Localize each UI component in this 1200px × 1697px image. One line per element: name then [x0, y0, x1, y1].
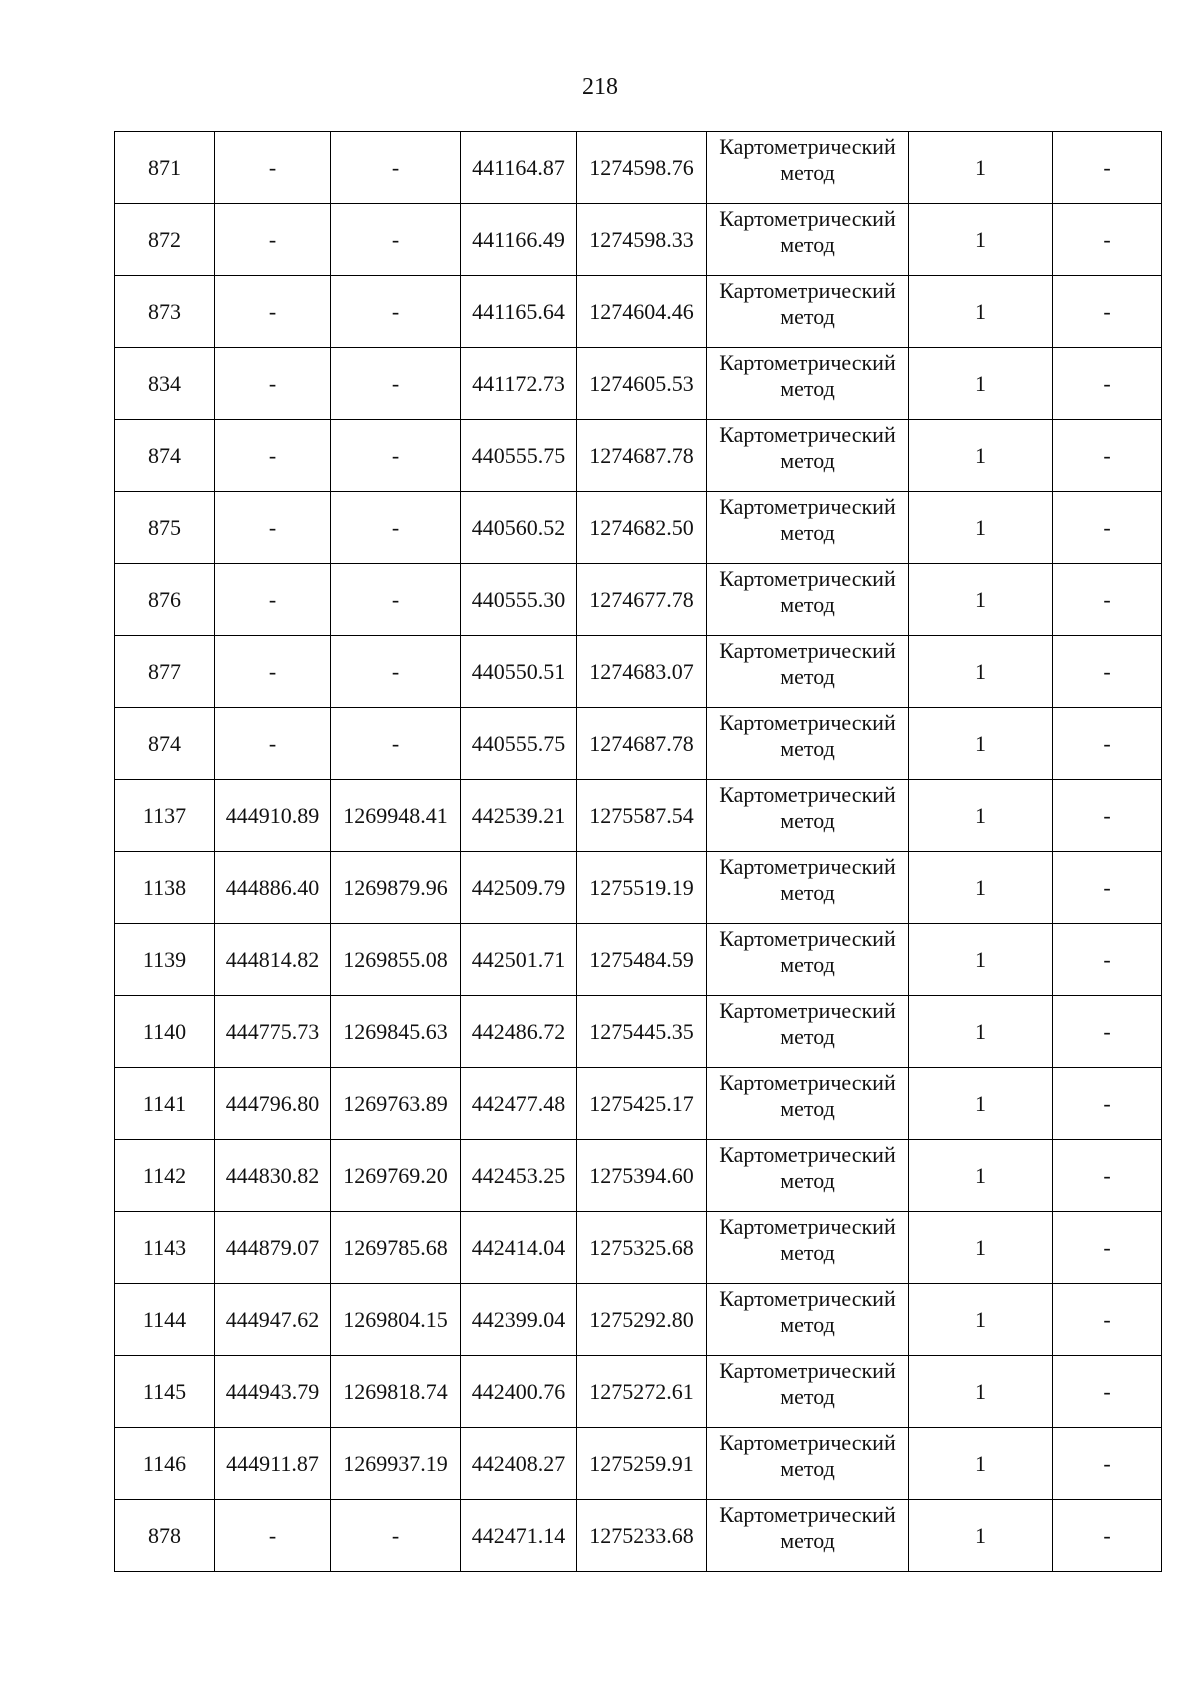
new-y-cell: 1275587.54: [577, 780, 707, 852]
table-row: [115, 1284, 1162, 1356]
method-line-2: метод: [780, 232, 835, 257]
new-x-cell: 442509.79: [461, 852, 577, 924]
table-row: [115, 276, 1162, 348]
method-cell: [707, 1140, 909, 1212]
method-line-1: Картометрический: [719, 926, 896, 951]
old-x-cell: -: [215, 420, 331, 492]
point-number-cell: 1146: [115, 1428, 215, 1500]
method-cell: [707, 708, 909, 780]
new-y-cell: 1274687.78: [577, 420, 707, 492]
method-line-2: метод: [780, 1096, 835, 1121]
old-x-cell: 444879.07: [215, 1212, 331, 1284]
accuracy-cell: 1: [909, 636, 1053, 708]
method-line-2: метод: [780, 1384, 835, 1409]
old-x-cell: 444943.79: [215, 1356, 331, 1428]
old-x-cell: 444886.40: [215, 852, 331, 924]
old-y-cell: -: [331, 564, 461, 636]
method-line-1: Картометрический: [719, 206, 896, 231]
coordinates-table: [114, 131, 1162, 1572]
new-x-cell: 441172.73: [461, 348, 577, 420]
method-line-2: метод: [780, 664, 835, 689]
accuracy-cell: 1: [909, 924, 1053, 996]
method-cell: [707, 348, 909, 420]
new-y-cell: 1275292.80: [577, 1284, 707, 1356]
method-cell: [707, 924, 909, 996]
description-cell: -: [1053, 276, 1162, 348]
method-line-1: Картометрический: [719, 566, 896, 591]
old-x-cell: 444796.80: [215, 1068, 331, 1140]
new-y-cell: 1275259.91: [577, 1428, 707, 1500]
point-number-cell: 878: [115, 1500, 215, 1572]
old-y-cell: -: [331, 1500, 461, 1572]
old-y-cell: 1269937.19: [331, 1428, 461, 1500]
description-cell: -: [1053, 1500, 1162, 1572]
method-line-1: Картометрический: [719, 1286, 896, 1311]
method-line-2: метод: [780, 1168, 835, 1193]
old-x-cell: -: [215, 636, 331, 708]
accuracy-cell: 1: [909, 492, 1053, 564]
table-row: [115, 780, 1162, 852]
coordinates-table-body: [115, 132, 1162, 1572]
description-cell: -: [1053, 996, 1162, 1068]
method-line-2: метод: [780, 1240, 835, 1265]
description-cell: -: [1053, 348, 1162, 420]
accuracy-cell: 1: [909, 1428, 1053, 1500]
method-line-1: Картометрический: [719, 710, 896, 735]
method-line-1: Картометрический: [719, 1358, 896, 1383]
old-x-cell: -: [215, 204, 331, 276]
point-number-cell: 872: [115, 204, 215, 276]
point-number-cell: 1142: [115, 1140, 215, 1212]
method-line-1: Картометрический: [719, 1070, 896, 1095]
old-y-cell: -: [331, 492, 461, 564]
new-x-cell: 442539.21: [461, 780, 577, 852]
method-line-2: метод: [780, 448, 835, 473]
old-x-cell: 444947.62: [215, 1284, 331, 1356]
old-y-cell: 1269879.96: [331, 852, 461, 924]
method-line-1: Картометрический: [719, 494, 896, 519]
method-line-1: Картометрический: [719, 998, 896, 1023]
new-y-cell: 1274677.78: [577, 564, 707, 636]
description-cell: -: [1053, 852, 1162, 924]
description-cell: -: [1053, 1428, 1162, 1500]
table-row: [115, 420, 1162, 492]
method-cell: [707, 1212, 909, 1284]
point-number-cell: 834: [115, 348, 215, 420]
new-y-cell: 1275425.17: [577, 1068, 707, 1140]
description-cell: -: [1053, 780, 1162, 852]
method-cell: [707, 1068, 909, 1140]
new-y-cell: 1274682.50: [577, 492, 707, 564]
method-line-1: Картометрический: [719, 1214, 896, 1239]
old-y-cell: -: [331, 708, 461, 780]
point-number-cell: 1139: [115, 924, 215, 996]
new-x-cell: 442414.04: [461, 1212, 577, 1284]
method-line-2: метод: [780, 1528, 835, 1553]
page-number: 218: [582, 74, 618, 100]
method-line-1: Картометрический: [719, 854, 896, 879]
description-cell: -: [1053, 1356, 1162, 1428]
old-x-cell: 444911.87: [215, 1428, 331, 1500]
accuracy-cell: 1: [909, 132, 1053, 204]
method-cell: [707, 420, 909, 492]
accuracy-cell: 1: [909, 204, 1053, 276]
description-cell: -: [1053, 924, 1162, 996]
point-number-cell: 874: [115, 420, 215, 492]
new-y-cell: 1274604.46: [577, 276, 707, 348]
new-y-cell: 1274598.76: [577, 132, 707, 204]
method-line-2: метод: [780, 952, 835, 977]
accuracy-cell: 1: [909, 1140, 1053, 1212]
accuracy-cell: 1: [909, 1356, 1053, 1428]
method-line-2: метод: [780, 1312, 835, 1337]
old-x-cell: 444814.82: [215, 924, 331, 996]
method-line-1: Картометрический: [719, 422, 896, 447]
method-line-2: метод: [780, 592, 835, 617]
description-cell: -: [1053, 1140, 1162, 1212]
new-x-cell: 442400.76: [461, 1356, 577, 1428]
table-row: [115, 1140, 1162, 1212]
new-x-cell: 440555.30: [461, 564, 577, 636]
method-line-1: Картометрический: [719, 782, 896, 807]
old-y-cell: 1269845.63: [331, 996, 461, 1068]
table-row: [115, 564, 1162, 636]
new-x-cell: 442477.48: [461, 1068, 577, 1140]
new-y-cell: 1275272.61: [577, 1356, 707, 1428]
new-y-cell: 1275484.59: [577, 924, 707, 996]
method-line-1: Картометрический: [719, 134, 896, 159]
table-row: [115, 348, 1162, 420]
point-number-cell: 875: [115, 492, 215, 564]
old-x-cell: 444775.73: [215, 996, 331, 1068]
new-x-cell: 442453.25: [461, 1140, 577, 1212]
new-y-cell: 1275394.60: [577, 1140, 707, 1212]
new-y-cell: 1275519.19: [577, 852, 707, 924]
accuracy-cell: 1: [909, 996, 1053, 1068]
old-y-cell: -: [331, 636, 461, 708]
old-x-cell: 444910.89: [215, 780, 331, 852]
new-x-cell: 442408.27: [461, 1428, 577, 1500]
method-cell: [707, 780, 909, 852]
table-row: [115, 924, 1162, 996]
old-x-cell: -: [215, 1500, 331, 1572]
new-y-cell: 1275233.68: [577, 1500, 707, 1572]
method-cell: [707, 204, 909, 276]
description-cell: -: [1053, 492, 1162, 564]
old-y-cell: 1269804.15: [331, 1284, 461, 1356]
method-line-2: метод: [780, 808, 835, 833]
table-row: [115, 1212, 1162, 1284]
new-y-cell: 1274598.33: [577, 204, 707, 276]
old-x-cell: -: [215, 276, 331, 348]
new-x-cell: 442486.72: [461, 996, 577, 1068]
accuracy-cell: 1: [909, 564, 1053, 636]
description-cell: -: [1053, 1212, 1162, 1284]
old-x-cell: -: [215, 708, 331, 780]
point-number-cell: 1144: [115, 1284, 215, 1356]
point-number-cell: 1138: [115, 852, 215, 924]
old-x-cell: 444830.82: [215, 1140, 331, 1212]
method-line-2: метод: [780, 880, 835, 905]
accuracy-cell: 1: [909, 780, 1053, 852]
old-y-cell: 1269763.89: [331, 1068, 461, 1140]
method-line-2: метод: [780, 304, 835, 329]
description-cell: -: [1053, 204, 1162, 276]
method-line-1: Картометрический: [719, 1142, 896, 1167]
method-line-1: Картометрический: [719, 350, 896, 375]
table-row: [115, 996, 1162, 1068]
old-x-cell: -: [215, 348, 331, 420]
method-cell: [707, 132, 909, 204]
old-y-cell: 1269769.20: [331, 1140, 461, 1212]
old-y-cell: 1269785.68: [331, 1212, 461, 1284]
method-line-2: метод: [780, 736, 835, 761]
method-line-2: метод: [780, 520, 835, 545]
method-cell: [707, 1284, 909, 1356]
method-cell: [707, 996, 909, 1068]
new-x-cell: 441166.49: [461, 204, 577, 276]
old-x-cell: -: [215, 564, 331, 636]
table-row: [115, 132, 1162, 204]
accuracy-cell: 1: [909, 1068, 1053, 1140]
method-line-2: метод: [780, 1024, 835, 1049]
table-row: [115, 1356, 1162, 1428]
point-number-cell: 1145: [115, 1356, 215, 1428]
accuracy-cell: 1: [909, 1284, 1053, 1356]
new-x-cell: 440550.51: [461, 636, 577, 708]
point-number-cell: 874: [115, 708, 215, 780]
method-cell: [707, 852, 909, 924]
method-line-1: Картометрический: [719, 1430, 896, 1455]
old-x-cell: -: [215, 132, 331, 204]
point-number-cell: 1140: [115, 996, 215, 1068]
point-number-cell: 1141: [115, 1068, 215, 1140]
description-cell: -: [1053, 132, 1162, 204]
table-row: [115, 492, 1162, 564]
point-number-cell: 877: [115, 636, 215, 708]
point-number-cell: 873: [115, 276, 215, 348]
new-x-cell: 442501.71: [461, 924, 577, 996]
method-line-2: метод: [780, 160, 835, 185]
method-line-1: Картометрический: [719, 638, 896, 663]
new-y-cell: 1275325.68: [577, 1212, 707, 1284]
table-row: [115, 1500, 1162, 1572]
point-number-cell: 1137: [115, 780, 215, 852]
method-cell: [707, 1356, 909, 1428]
accuracy-cell: 1: [909, 420, 1053, 492]
old-y-cell: 1269948.41: [331, 780, 461, 852]
description-cell: -: [1053, 636, 1162, 708]
description-cell: -: [1053, 420, 1162, 492]
new-y-cell: 1274605.53: [577, 348, 707, 420]
old-y-cell: -: [331, 276, 461, 348]
new-x-cell: 441164.87: [461, 132, 577, 204]
method-line-2: метод: [780, 376, 835, 401]
accuracy-cell: 1: [909, 348, 1053, 420]
old-y-cell: 1269855.08: [331, 924, 461, 996]
new-x-cell: 441165.64: [461, 276, 577, 348]
method-cell: [707, 276, 909, 348]
description-cell: -: [1053, 1284, 1162, 1356]
new-x-cell: 440560.52: [461, 492, 577, 564]
table-row: [115, 1428, 1162, 1500]
new-y-cell: 1275445.35: [577, 996, 707, 1068]
accuracy-cell: 1: [909, 1500, 1053, 1572]
new-x-cell: 440555.75: [461, 708, 577, 780]
description-cell: -: [1053, 708, 1162, 780]
method-cell: [707, 1428, 909, 1500]
accuracy-cell: 1: [909, 708, 1053, 780]
old-y-cell: -: [331, 204, 461, 276]
new-y-cell: 1274683.07: [577, 636, 707, 708]
table-row: [115, 204, 1162, 276]
old-y-cell: 1269818.74: [331, 1356, 461, 1428]
table-row: [115, 1068, 1162, 1140]
description-cell: -: [1053, 564, 1162, 636]
method-cell: [707, 564, 909, 636]
new-x-cell: 442399.04: [461, 1284, 577, 1356]
table-row: [115, 708, 1162, 780]
old-y-cell: -: [331, 420, 461, 492]
new-y-cell: 1274687.78: [577, 708, 707, 780]
accuracy-cell: 1: [909, 276, 1053, 348]
method-cell: [707, 636, 909, 708]
table-row: [115, 852, 1162, 924]
point-number-cell: 1143: [115, 1212, 215, 1284]
point-number-cell: 876: [115, 564, 215, 636]
accuracy-cell: 1: [909, 852, 1053, 924]
point-number-cell: 871: [115, 132, 215, 204]
new-x-cell: 442471.14: [461, 1500, 577, 1572]
old-y-cell: -: [331, 132, 461, 204]
table-row: [115, 636, 1162, 708]
method-cell: [707, 1500, 909, 1572]
accuracy-cell: 1: [909, 1212, 1053, 1284]
method-cell: [707, 492, 909, 564]
method-line-1: Картометрический: [719, 1502, 896, 1527]
old-x-cell: -: [215, 492, 331, 564]
method-line-2: метод: [780, 1456, 835, 1481]
method-line-1: Картометрический: [719, 278, 896, 303]
new-x-cell: 440555.75: [461, 420, 577, 492]
old-y-cell: -: [331, 348, 461, 420]
description-cell: -: [1053, 1068, 1162, 1140]
